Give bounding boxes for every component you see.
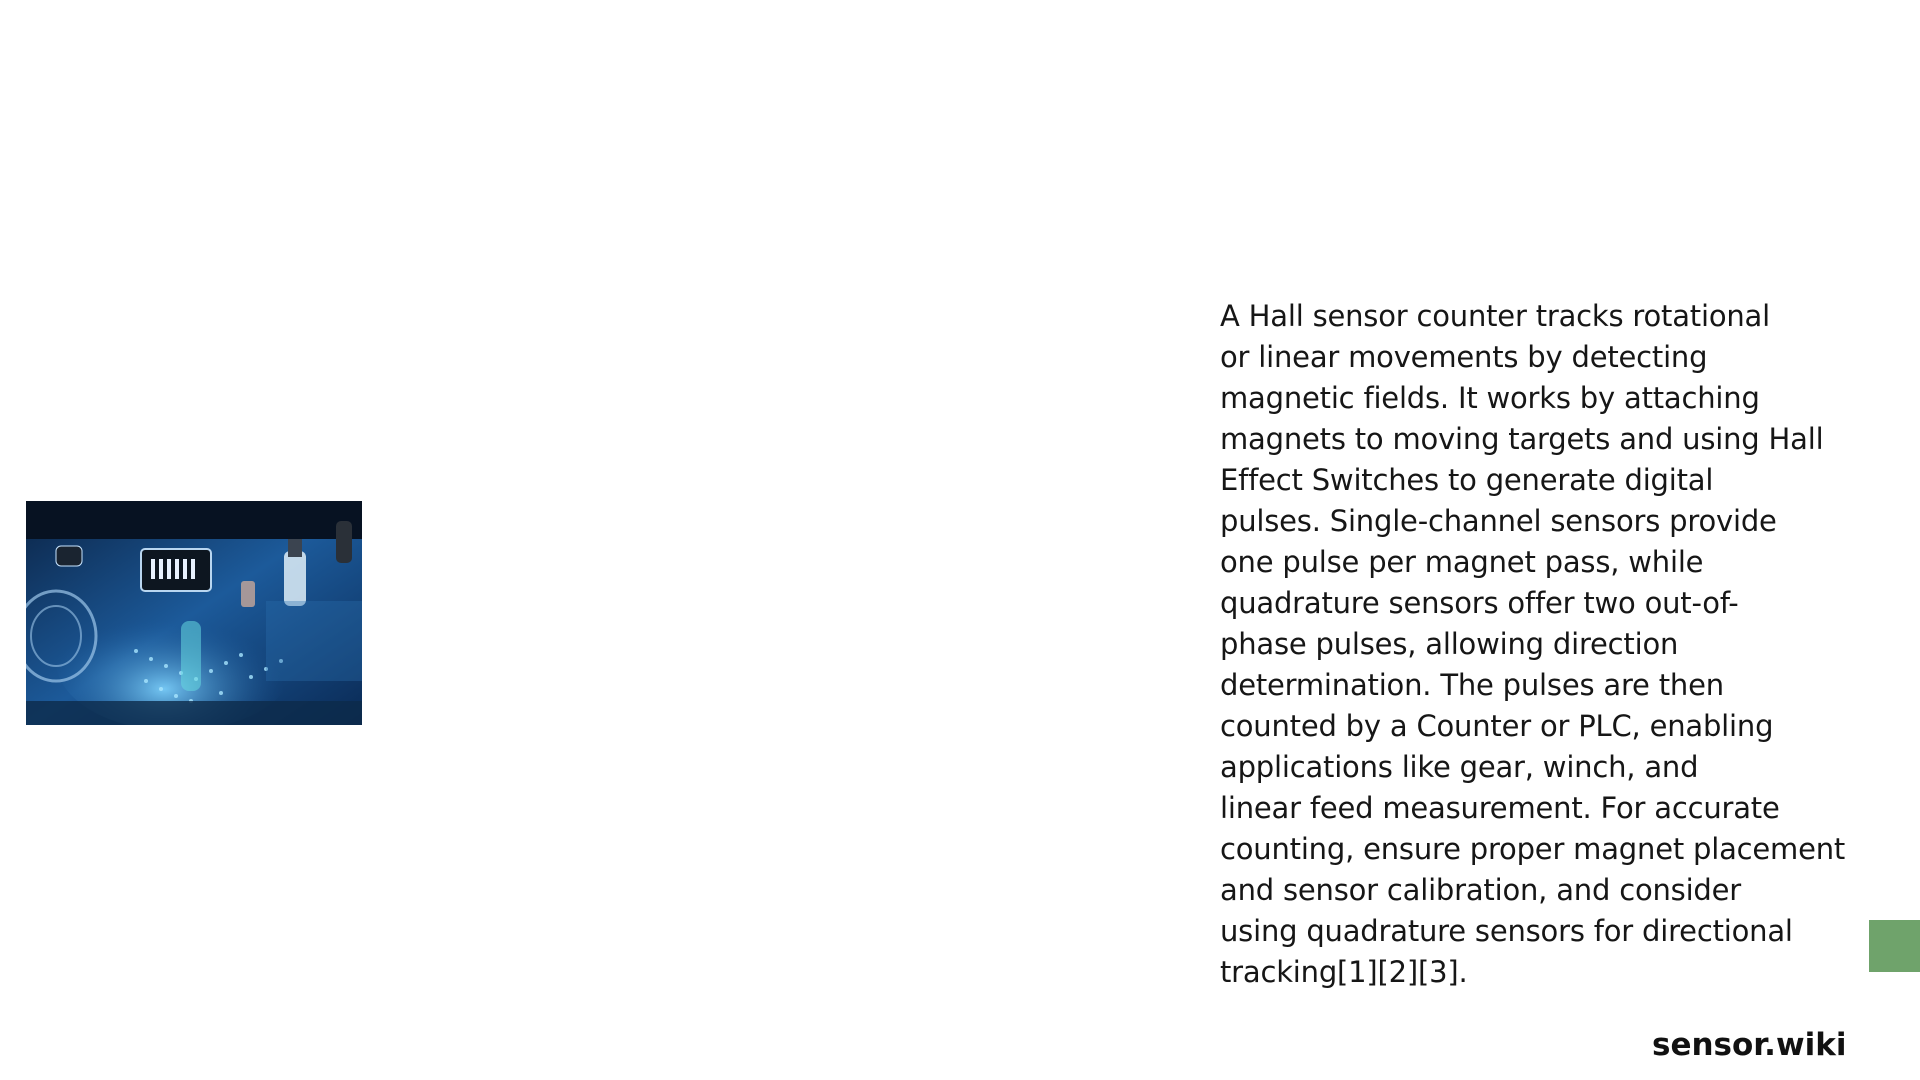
body-line: phase pulses, allowing direction <box>1220 627 1679 661</box>
body-line: and sensor calibration, and consider <box>1220 873 1742 907</box>
body-line: tracking[1][2][3]. <box>1220 955 1468 989</box>
body-line: A Hall sensor counter tracks rotational <box>1220 299 1770 333</box>
body-line: using quadrature sensors for directional <box>1220 914 1793 948</box>
body-paragraph <box>1220 296 1880 993</box>
body-line: counting, ensure proper magnet placement <box>1220 832 1846 866</box>
body-line: quadrature sensors offer two out-of- <box>1220 586 1739 620</box>
brand-wordmark[interactable]: sensor.wiki <box>1652 1027 1847 1063</box>
body-line: or linear movements by detecting <box>1220 340 1708 374</box>
body-line: magnetic fields. It works by attaching <box>1220 381 1760 415</box>
body-line: magnets to moving targets and using Hall <box>1220 422 1824 456</box>
body-line: linear feed measurement. For accurate <box>1220 791 1780 825</box>
sensor-circuit-illustration <box>26 501 362 725</box>
body-line: determination. The pulses are then <box>1220 668 1724 702</box>
body-line: counted by a Counter or PLC, enabling <box>1220 709 1774 743</box>
body-line: applications like gear, winch, and <box>1220 750 1699 784</box>
body-line: one pulse per magnet pass, while <box>1220 545 1704 579</box>
sensor-circuit-photo <box>26 501 362 725</box>
accent-block <box>1869 920 1920 972</box>
body-line: Effect Switches to generate digital <box>1220 463 1714 497</box>
body-line: pulses. Single-channel sensors provide <box>1220 504 1777 538</box>
